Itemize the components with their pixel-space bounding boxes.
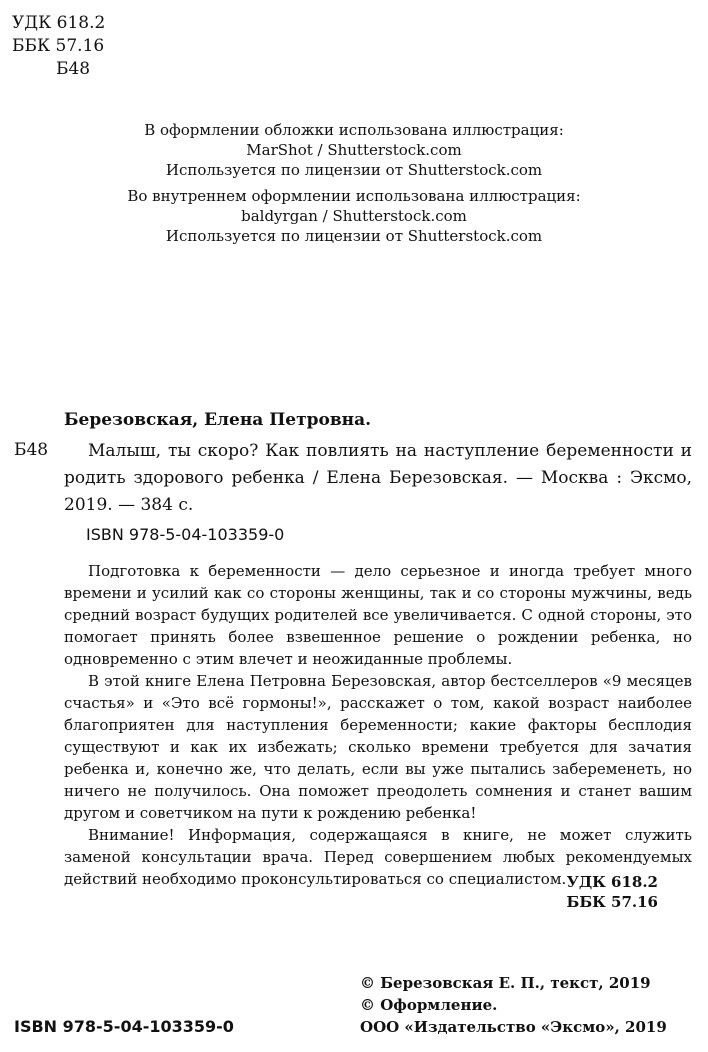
isbn-record: ISBN 978-5-04-103359-0 [86, 525, 285, 544]
inner-credit [0, 186, 708, 246]
bbk-code: ББК 57.16 [566, 893, 658, 911]
cover-credit [0, 120, 708, 180]
classification-codes-top [12, 12, 105, 81]
cover-credit-line: В оформлении обложки использована иллюстрация: [144, 121, 564, 139]
bibliographic-description: Малыш, ты скоро? Как повлиять на наступление беременности и родить здорового ребенка / Елена Березовская. — Москва : Эксмо, 2019. — 384 с. [64, 441, 692, 515]
bbk-code: ББК 57.16 [12, 36, 105, 56]
cover-credit-source: MarShot / Shutterstock.com [246, 141, 462, 159]
copyright-text: © Березовская Е. П., текст, 2019 [360, 974, 651, 992]
inner-credit-license: Используется по лицензии от Shutterstock.com [165, 227, 543, 245]
author-mark: Б48 [56, 59, 91, 79]
inner-credit-line: Во внутреннем оформлении использована иллюстрация: [127, 187, 581, 205]
annotation-paragraph: В этой книге Елена Петровна Березовская, автор бестселлеров «9 месяцев счастья» и «Это всё гормоны!», расскажет о том, какой возраст наиболее благоприятен для наступления беременности; какие факторы бесплодия существуют и как их избежать; сколько времени требуется для зачатия ребенка и, конечно же, что делать, если вы уже пытались забеременеть, но ничего не получилось. Она поможет преодолеть сомнения и станет вашим другом и советчиком на пути к рождению ребенка! [64, 672, 692, 822]
udk-code: УДК 618.2 [12, 13, 106, 33]
cover-credit-license: Используется по лицензии от Shutterstock.com [165, 161, 543, 179]
inner-credit-source: baldyrgan / Shutterstock.com [241, 207, 467, 225]
udk-code: УДК 618.2 [566, 873, 658, 891]
illustration-credits [0, 120, 708, 252]
annotation-paragraph: Подготовка к беременности — дело серьезное и иногда требует много времени и усилий как со стороны женщины, так и со стороны мужчины, ведь средний возраст будущих родителей все увеличивается. С одной стороны, это помогает принять более взвешенное решение о рождении ребенка, но одновременно с этим влечет и неожиданные проблемы. [64, 562, 692, 668]
bibliographic-index: Б48 [14, 440, 49, 460]
annotation-warning: Внимание! Информация, содержащаяся в книге, не может служить заменой консультации врача. Перед совершением любых рекомендуемых действий необходимо проконсультироваться со специалистом. [64, 826, 692, 888]
annotation [64, 560, 692, 890]
copyright-publisher: ООО «Издательство «Эксмо», 2019 [360, 1018, 667, 1036]
classification-codes-bottom [567, 872, 658, 912]
copyright-design: © Оформление. [360, 996, 498, 1014]
isbn-footer: ISBN 978-5-04-103359-0 [14, 1017, 234, 1036]
author-heading: Березовская, Елена Петровна. [64, 410, 372, 430]
copyright-block [360, 972, 696, 1038]
